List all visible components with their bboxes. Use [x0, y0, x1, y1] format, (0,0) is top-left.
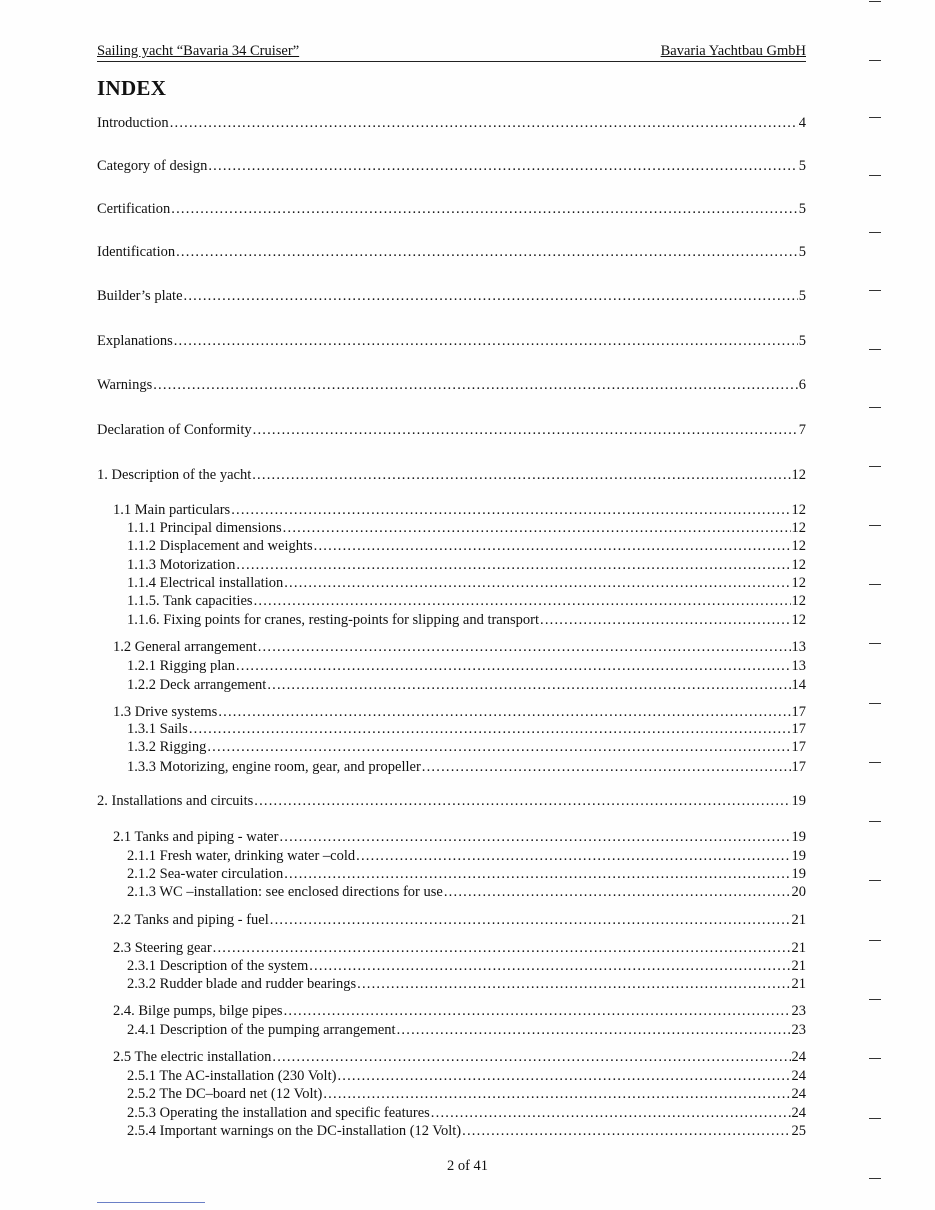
toc-leader [337, 1068, 790, 1085]
toc-entry-page: 24 [791, 1086, 806, 1102]
toc-entry-title: Certification [97, 201, 171, 217]
toc-entry-title: 1.3.1 Sails [127, 721, 188, 737]
toc-entry-title: 1.1.4 Electrical installation [127, 575, 284, 591]
toc-leader [254, 793, 790, 810]
toc-entry [97, 593, 806, 612]
toc-entry-title: Identification [97, 244, 176, 260]
toc-entry-page: 12 [791, 612, 806, 628]
toc-leader [422, 759, 791, 776]
toc-entry-page: 5 [798, 288, 806, 304]
toc-leader [267, 677, 790, 694]
toc-entry-title: 1.1 Main particulars [113, 502, 231, 518]
toc-leader [171, 201, 797, 218]
edge-mark [869, 703, 881, 704]
toc-entry-page: 17 [791, 721, 806, 737]
toc-leader [231, 502, 790, 519]
toc-entry-page: 23 [791, 1022, 806, 1038]
toc-entry-page: 17 [791, 704, 806, 720]
toc-leader [431, 1105, 791, 1122]
toc-entry-page: 12 [791, 557, 806, 573]
toc-entry-title: 1.2 General arrangement [113, 639, 257, 655]
toc-entry-title: 2.5.4 Important warnings on the DC-installation (12 Volt) [127, 1123, 462, 1139]
toc-entry [97, 848, 806, 867]
toc-entry-title: 2.5.3 Operating the installation and specific features [127, 1105, 430, 1121]
toc-entry-title: 2.1.2 Sea-water circulation [127, 866, 284, 882]
toc-entry-page: 12 [791, 467, 806, 483]
toc-leader [252, 467, 790, 484]
edge-mark [869, 762, 881, 763]
header-company: Bavaria Yachtbau GmbH [660, 43, 806, 59]
edge-mark [869, 1, 881, 2]
toc-leader [213, 940, 791, 957]
toc-entry [97, 866, 806, 885]
toc-entry-page: 19 [791, 866, 806, 882]
toc-entry [97, 538, 806, 557]
toc-entry [97, 1123, 806, 1142]
toc-entry-title: 2.5.1 The AC-installation (230 Volt) [127, 1068, 337, 1084]
toc-entry [97, 288, 806, 307]
toc-leader [356, 848, 790, 865]
toc-entry-page: 5 [798, 333, 806, 349]
toc-entry-page: 19 [791, 829, 806, 845]
toc-entry [97, 1105, 806, 1124]
toc-entry-page: 5 [798, 201, 806, 217]
toc-entry [97, 1049, 806, 1068]
toc-entry-title: 2.2 Tanks and piping - fuel [113, 912, 269, 928]
edge-mark [869, 290, 881, 291]
toc-entry-page: 5 [798, 244, 806, 260]
toc-entry [97, 721, 806, 740]
toc-leader [176, 244, 798, 261]
edge-mark [869, 175, 881, 176]
toc-entry [97, 976, 806, 995]
page-number: 2 of 41 [446, 1158, 489, 1174]
toc-leader [174, 333, 798, 350]
toc-leader [253, 422, 798, 439]
header-document-title: Sailing yacht “Bavaria 34 Cruiser” [97, 43, 300, 59]
toc-entry-title: Introduction [97, 115, 169, 131]
toc-leader [236, 557, 790, 574]
toc-entry-page: 12 [791, 575, 806, 591]
toc-entry-page: 20 [791, 884, 806, 900]
toc-entry-title: 2.4. Bilge pumps, bilge pipes [113, 1003, 283, 1019]
toc-entry-title: 2.1 Tanks and piping - water [113, 829, 279, 845]
edge-mark [869, 349, 881, 350]
toc-entry-page: 24 [791, 1049, 806, 1065]
edge-mark [869, 999, 881, 1000]
toc-entry [97, 422, 806, 441]
toc-entry-title: 1.2.1 Rigging plan [127, 658, 235, 674]
edge-mark [869, 584, 881, 585]
toc-entry-title: 2.4.1 Description of the pumping arrangement [127, 1022, 396, 1038]
toc-entry [97, 377, 806, 396]
edge-mark [869, 940, 881, 941]
edge-mark [869, 466, 881, 467]
toc-leader [314, 538, 791, 555]
toc-entry [97, 940, 806, 959]
toc-entry-title: 1.1.2 Displacement and weights [127, 538, 313, 554]
toc-entry-title: 1.3 Drive systems [113, 704, 218, 720]
toc-entry [97, 520, 806, 539]
toc-entry-title: Explanations [97, 333, 173, 349]
toc-leader [270, 912, 791, 929]
edge-mark [869, 60, 881, 61]
toc-entry [97, 829, 806, 848]
toc-leader [208, 158, 797, 175]
toc-entry-page: 5 [798, 158, 806, 174]
edge-mark [869, 1178, 881, 1179]
toc-entry [97, 502, 806, 521]
toc-entry-page: 24 [791, 1068, 806, 1084]
toc-entry-title: 1.3.2 Rigging [127, 739, 207, 755]
toc-entry [97, 115, 806, 134]
toc-leader [254, 593, 791, 610]
toc-entry [97, 1068, 806, 1087]
toc-leader [444, 884, 791, 901]
toc-leader [184, 288, 798, 305]
edge-mark [869, 525, 881, 526]
toc-entry [97, 467, 806, 486]
toc-entry [97, 612, 806, 631]
toc-leader [272, 1049, 790, 1066]
toc-entry-title: 1.1.3 Motorization [127, 557, 236, 573]
edge-mark [869, 407, 881, 408]
toc-entry-title: 2.3.1 Description of the system [127, 958, 309, 974]
edge-mark [869, 1058, 881, 1059]
toc-entry-page: 17 [791, 759, 806, 775]
toc-entry-title: 1.3.3 Motorizing, engine room, gear, and propeller [127, 759, 421, 775]
toc-leader [540, 612, 791, 629]
toc-leader [309, 958, 790, 975]
toc-entry [97, 201, 806, 220]
toc-leader [236, 658, 791, 675]
toc-leader [279, 829, 790, 846]
toc-entry [97, 244, 806, 263]
toc-entry-title: Declaration of Conformity [97, 422, 252, 438]
toc-entry [97, 884, 806, 903]
running-header [97, 43, 806, 62]
toc-entry-title: 1.1.6. Fixing points for cranes, resting-points for slipping and transport [127, 612, 539, 628]
edge-mark [869, 117, 881, 118]
toc-entry-page: 21 [791, 912, 806, 928]
page-title: INDEX [97, 76, 167, 100]
toc-entry-page: 17 [791, 739, 806, 755]
toc-leader [218, 704, 790, 721]
toc-entry-page: 23 [791, 1003, 806, 1019]
toc-leader [258, 639, 791, 656]
toc-entry-title: 1.1.5. Tank capacities [127, 593, 253, 609]
toc-leader [284, 1003, 791, 1020]
toc-entry [97, 557, 806, 576]
toc-entry-title: 1. Description of the yacht [97, 467, 252, 483]
edge-mark [869, 880, 881, 881]
toc-entry-page: 6 [798, 377, 806, 393]
toc-entry-page: 13 [791, 639, 806, 655]
toc-entry-title: Warnings [97, 377, 153, 393]
toc-entry-page: 25 [791, 1123, 806, 1139]
edge-mark [869, 821, 881, 822]
toc-entry-page: 12 [791, 520, 806, 536]
toc-leader [323, 1086, 790, 1103]
toc-leader [397, 1022, 791, 1039]
toc-entry-title: 2.3.2 Rudder blade and rudder bearings [127, 976, 357, 992]
toc-entry-page: 12 [791, 538, 806, 554]
toc-entry-title: Builder’s plate [97, 288, 183, 304]
toc-entry-page: 4 [798, 115, 806, 131]
toc-leader [170, 115, 798, 132]
toc-entry-page: 21 [791, 976, 806, 992]
toc-entry-title: 2.5.2 The DC–board net (12 Volt) [127, 1086, 323, 1102]
toc-entry-page: 12 [791, 502, 806, 518]
toc-entry [97, 1086, 806, 1105]
toc-leader [357, 976, 790, 993]
toc-entry [97, 793, 806, 812]
toc-leader [153, 377, 798, 394]
toc-entry-page: 13 [791, 658, 806, 674]
toc-leader [189, 721, 791, 738]
toc-leader [283, 520, 791, 537]
toc-entry-page: 19 [791, 793, 806, 809]
toc-entry [97, 575, 806, 594]
toc-entry-page: 19 [791, 848, 806, 864]
toc-entry [97, 333, 806, 352]
toc-entry-page: 14 [791, 677, 806, 693]
edge-mark [869, 643, 881, 644]
toc-entry-title: 2.3 Steering gear [113, 940, 212, 956]
toc-entry [97, 158, 806, 177]
toc-entry-page: 24 [791, 1105, 806, 1121]
toc-leader [207, 739, 790, 756]
toc-entry-page: 21 [791, 958, 806, 974]
toc-entry-page: 21 [791, 940, 806, 956]
toc-entry-title: 1.1.1 Principal dimensions [127, 520, 282, 536]
toc-entry [97, 639, 806, 658]
toc-entry [97, 1003, 806, 1022]
toc-entry [97, 759, 806, 778]
toc-entry-title: 2.1.1 Fresh water, drinking water –cold [127, 848, 356, 864]
toc-entry-title: 1.2.2 Deck arrangement [127, 677, 267, 693]
toc-entry [97, 739, 806, 758]
toc-entry-title: Category of design [97, 158, 208, 174]
toc-entry-title: 2.5 The electric installation [113, 1049, 272, 1065]
toc-entry-title: 2. Installations and circuits [97, 793, 254, 809]
edge-mark [869, 232, 881, 233]
toc-entry-title: 2.1.3 WC –installation: see enclosed directions for use [127, 884, 443, 900]
toc-entry [97, 912, 806, 931]
toc-entry [97, 677, 806, 696]
toc-leader [284, 866, 790, 883]
toc-entry-page: 12 [791, 593, 806, 609]
toc-leader [462, 1123, 790, 1140]
toc-entry-page: 7 [798, 422, 806, 438]
toc-entry [97, 658, 806, 677]
scan-artifact-line [97, 1202, 205, 1203]
edge-mark [869, 1118, 881, 1119]
toc-entry [97, 1022, 806, 1041]
toc-leader [284, 575, 790, 592]
toc-entry [97, 958, 806, 977]
